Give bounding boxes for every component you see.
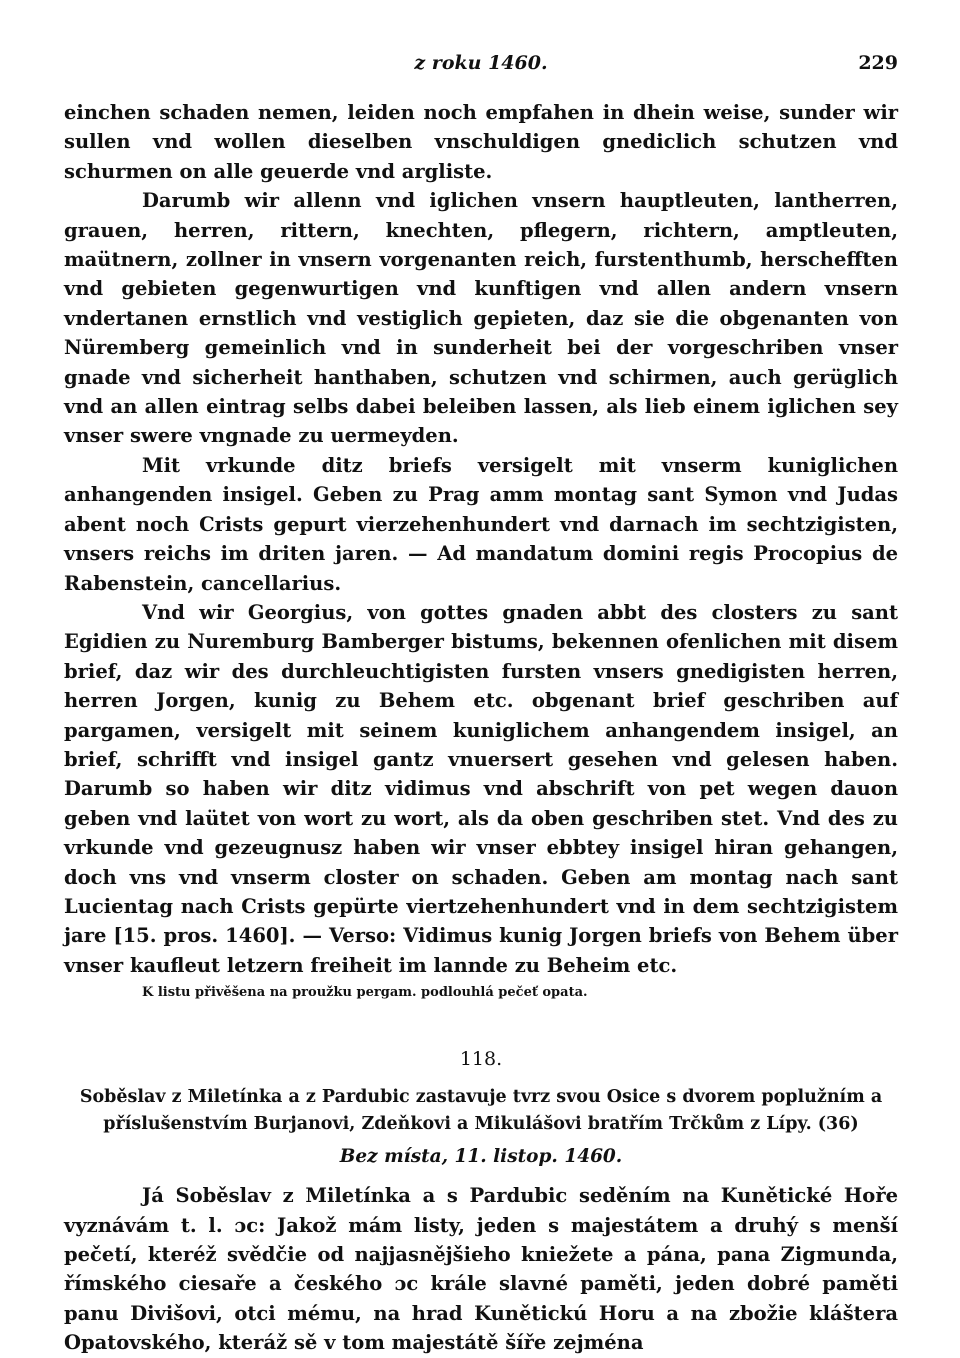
running-title: z roku 1460.	[414, 52, 548, 74]
place-date: Bez místa, 11. listop. 1460.	[339, 1146, 623, 1168]
paragraph: Já Soběslav z Miletínka a s Pardubic seděním na Kunětické Hoře vyznávám t. l. ɔc: Jakož mám listy, jeden s majestátem a druhý s menší pečetí, kteréž svědčie od najjasnějšieho kniežete a pána, pana Zigmunda, římského ciesaře a českého ɔc krále slavné paměti, jeden dobré paměti panu Divišovi, otci mému, na hrad Kunětickú Horu a na zbožie kláštera Opatovského, kteráž sě v tom majestátě šíře zejména	[64, 1184, 898, 1355]
paragraph: Vnd wir Georgius, von gottes gnaden abbt des closters zu sant Egidien zu Nuremburg Bamberger bistums, bekennen ofenlichen mit disem brief, daz wir des durchleuchtigisten fursten vnsers gnedigisten herren, herren Jorgen, kunig zu Behem etc. obgenant brief geschriben auf pargamen, versigelt mit seinem kuniglichem anhangendem insigel, an brief, schrifft vnd insigel gantz vnuersert gesehen vnd gelesen haben. Darumb so haben wir ditz vidimus vnd abschrift von pet wegen dauon geben vnd laütet von wort zu wort, als da oben geschriben stet. Vnd des zu vrkunde vnd gezeugnusz haben wir vnser ebbtey insigel hiran gehangen, doch vns vnd vnserm closter on schaden. Geben am montag nach sant Lucientag nach Crists gepürte viertzehenhundert vnd in dem sechtzigistem jare [15. pros. 1460]. — Verso: Vidimus kunig Jorgen briefs von Behem über vnser kaufleut letzern freiheit im lannde zu Beheim etc.	[64, 600, 898, 977]
document-regest: Soběslav z Miletínka a z Pardubic zastavuje tvrz svou Osice s dvorem poplužním a příslušenstvím Burjanovi, Zdeňkovi a Mikulášovi bratřím Trčkům z Lípy. (36)	[79, 1087, 883, 1135]
paragraph: Darumb wir allenn vnd iglichen vnsern hauptleuten, lantherren, grauen, herren, rittern, knechten, pflegern, richtern, amptleuten, maütnern, zollner in vnsern vorgenanten reich, furstenthumb, herschefften vnd gebieten gegenwurtigen vnd kunftigen vnd allen andern vnsern vndertanen ernstlich vnd vestiglich gepieten, daz sie die obgenanten von Nüremberg gemeinlich vnd in sunderheit bei der vorgeschriben vnser gnade vnd sicherheit hanthaben, schutzen vnd schirmen, auch gerüglich vnd an allen eintrag selbs dabei beleiben lassen, als lieb einem iglichen sey vnser swere vngnade zu uermeyden.	[64, 189, 898, 448]
paragraph-continuation: einchen schaden nemen, leiden noch empfahen in dhein weise, sunder wir sullen vnd wollen dieselben vnschuldigen gnediclich schutzen vnd schurmen on alle geuerde vnd argliste.	[64, 101, 898, 183]
seal-note: K listu přivěšena na proužku pergam. podlouhlá pečeť opata.	[142, 985, 588, 1001]
page-header	[64, 52, 898, 82]
document-number: 118.	[459, 1048, 503, 1071]
page-number: 229	[858, 52, 898, 74]
paragraph: Mit vrkunde ditz briefs versigelt mit vnserm kuniglichen anhangenden insigel. Geben zu Prag amm montag sant Symon vnd Judas abent noch Crists gepurt vierzehenhundert vnd darnach im sechtzigisten, vnsers reichs im driten jaren. — Ad mandatum domini regis Procopius de Rabenstein, cancellarius.	[64, 453, 898, 595]
page-body	[64, 98, 898, 1358]
